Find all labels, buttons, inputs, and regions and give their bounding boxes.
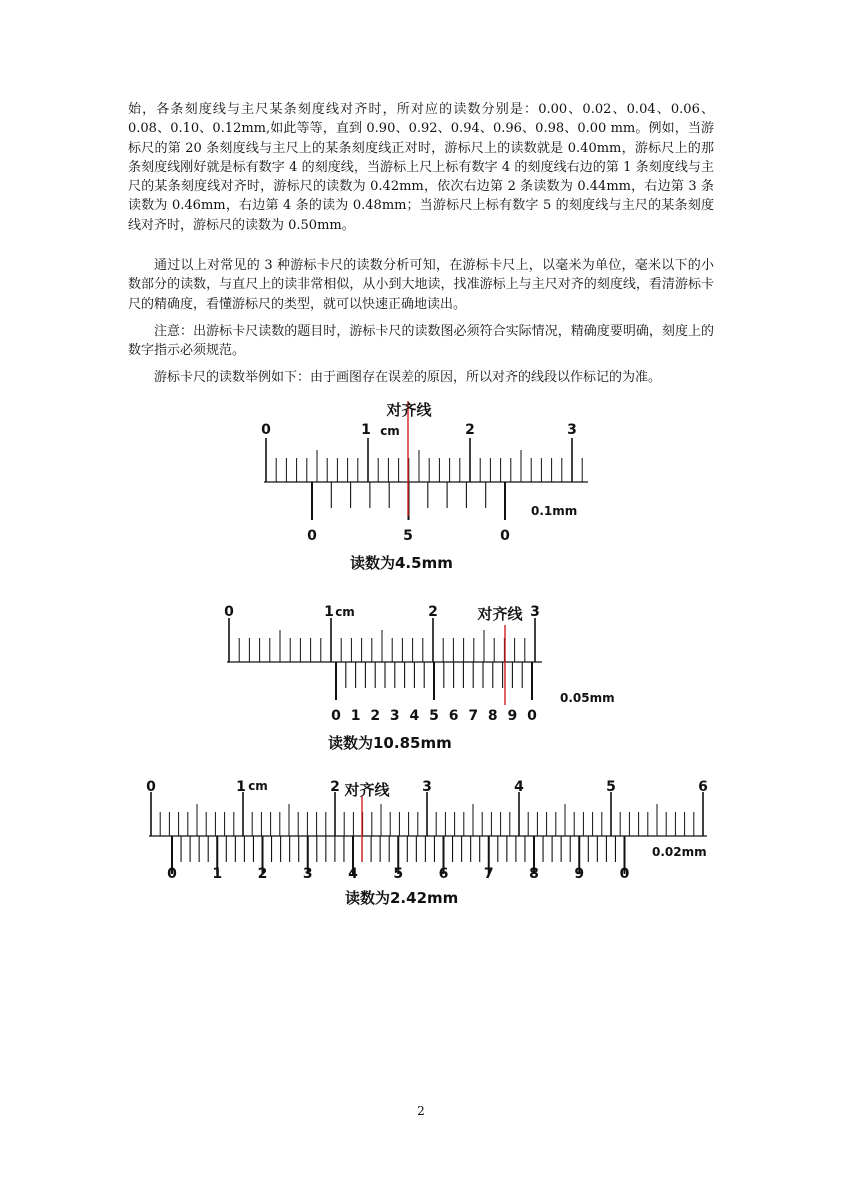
precision-label: 0.05mm: [560, 691, 615, 705]
vernier-label: 2: [257, 866, 268, 882]
vernier-label: 4: [409, 708, 420, 724]
vernier-label: 7: [483, 866, 494, 882]
main-scale-label: 6: [698, 779, 708, 795]
vernier-label: 0: [167, 866, 177, 882]
alignment-label: 对齐线: [477, 605, 523, 623]
page-number: 2: [417, 1104, 425, 1118]
vernier-label: 0: [500, 528, 510, 544]
vernier-label: 6: [448, 708, 459, 724]
vernier-label: 4: [348, 866, 358, 882]
vernier-label: 1: [212, 866, 223, 882]
main-scale-label: 3: [567, 422, 577, 438]
vernier-label: 8: [529, 866, 539, 882]
reading-label: 读数为2.42mm: [345, 889, 459, 907]
paragraph-vernier-values: 始，各条刻度线与主尺某条刻度线对齐时，所对应的读数分别是：0.00、0.02、0.04、0.06、0.08、0.10、0.12mm,如此等等，直到 0.90、0.92、0.94、0.96、0.98、0.00 mm。例如，当游标尺的第 20 条刻度线与主尺上的某条刻度线正对时，游标尺上的读数就是 0.40mm，游标尺上的那条刻度线刚好就是标有数字 4 的刻度线，当游标上尺上标有数字 4 的刻度线右边的第 1 条刻度线与主尺的某条刻度线对齐时，游标尺的读数为 0.42mm，依次右边第 2 条读数为 0.44mm，右边第 3 条读数为 0.46mm，右边第 4 条的读为 0.48mm；当游标尺上标有数字 5 的刻度线与主尺的某条刻度线对齐时，游标尺的读数为 0.50mm。: [128, 102, 714, 233]
unit-label: cm: [380, 424, 400, 438]
vernier-label: 9: [507, 708, 518, 724]
vernier-label: 0: [331, 708, 341, 724]
vernier-label: 5: [393, 866, 404, 882]
vernier-label: 0: [619, 866, 630, 882]
main-scale-label: 5: [606, 779, 616, 795]
vernier-label: 0: [307, 528, 317, 544]
main-scale-label: 1: [236, 779, 246, 795]
precision-label: 0.1mm: [531, 504, 578, 518]
main-scale-label: 1: [324, 604, 334, 620]
paragraph-examples-intro: 游标卡尺的读数举例如下：由于画图存在误差的原因，所以对齐的线段以作标记的为准。: [154, 370, 662, 385]
reading-label: 读数为4.5mm: [350, 554, 453, 572]
unit-label: cm: [335, 605, 355, 619]
main-scale-label: 0: [261, 422, 271, 438]
vernier-diagram-3: [146, 779, 708, 907]
main-scale-label: 3: [422, 779, 432, 795]
vernier-label: 7: [468, 708, 479, 724]
vernier-label: 0: [527, 708, 537, 724]
reading-label: 读数为10.85mm: [328, 734, 452, 752]
main-scale-label: 3: [530, 604, 540, 620]
vernier-diagram-1: [261, 401, 588, 572]
main-scale-label: 4: [514, 779, 524, 795]
main-scale-label: 1: [361, 422, 371, 438]
vernier-label: 5: [403, 528, 413, 544]
main-scale-label: 0: [224, 604, 234, 620]
main-scale-label: 0: [146, 779, 156, 795]
vernier-label: 6: [438, 866, 449, 882]
alignment-label: 对齐线: [344, 781, 390, 799]
unit-label: cm: [248, 779, 268, 793]
vernier-label: 9: [574, 866, 585, 882]
vernier-label: 3: [389, 708, 400, 724]
main-scale-label: 2: [465, 422, 475, 438]
vernier-diagram-2: [224, 604, 615, 752]
vernier-label: 1: [350, 708, 361, 724]
paragraph-summary: 通过以上对常见的 3 种游标卡尺的读数分析可知，在游标卡尺上，以毫米为单位，毫米以下的小数部分的读数，与直尺上的读非常相似，从小到大地读，找准游标上与主尺对齐的刻度线，看清游标卡尺的精确度，看懂游标尺的类型，就可以快速正确地读出。: [128, 258, 714, 312]
paragraph-note: 注意：出游标卡尺读数的题目时，游标卡尺的读数图必须符合实际情况，精确度要明确，刻度上的数字指示必须规范。: [128, 324, 714, 359]
main-scale-label: 2: [428, 604, 438, 620]
vernier-label: 5: [429, 708, 439, 724]
vernier-label: 3: [302, 866, 313, 882]
vernier-label: 8: [487, 708, 498, 724]
main-scale-label: 2: [330, 779, 340, 795]
alignment-label: 对齐线: [386, 401, 432, 419]
vernier-label: 2: [370, 708, 381, 724]
precision-label: 0.02mm: [652, 845, 707, 859]
